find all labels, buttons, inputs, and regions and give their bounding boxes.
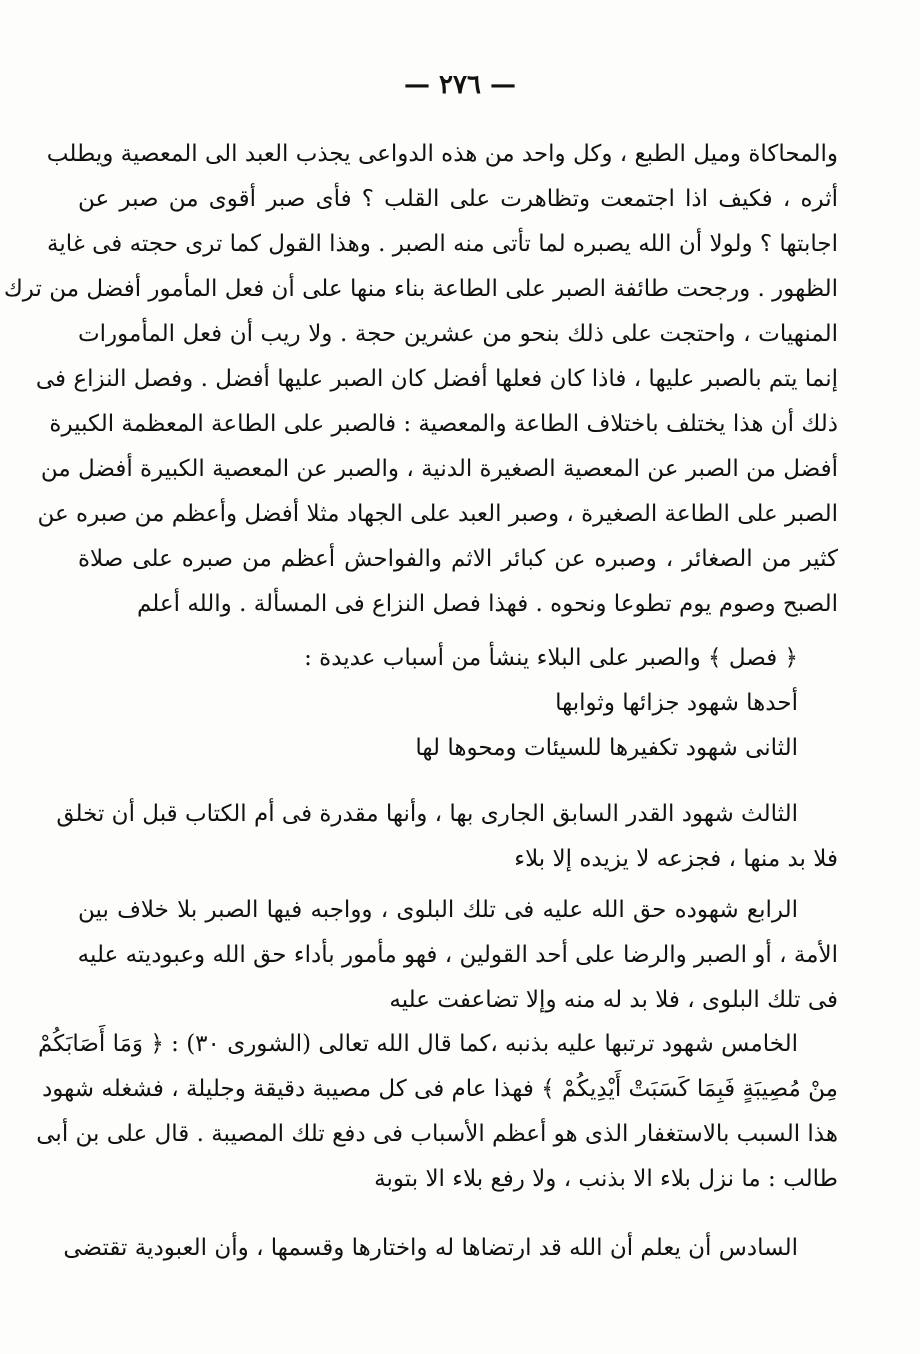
- text-line: هذا السبب بالاستغفار الذى هو أعظم الأسباب فى دفع تلك المصيبة . قال على بن أبى: [36, 1121, 838, 1147]
- text-line: أثره ، فكيف اذا اجتمعت وتظاهرت على القلب ؟ فأى صبر أقوى من صبر عن: [78, 186, 838, 212]
- list-item-first: أحدها شهود جزائها وثوابها: [555, 690, 798, 716]
- text-line: الصبح وصوم يوم تطوعا ونحوه . فهذا فصل النزاع فى المسألة . والله أعلم: [136, 591, 838, 617]
- section-causes-of-patience: [78, 636, 838, 771]
- text-line: إنما يتم بالصبر عليها ، فاذا كان فعلها أفضل كان الصبر عليها أفضل . وفصل النزاع فى: [35, 366, 838, 392]
- text-line: والمحاكاة وميل الطبع ، وكل واحد من هذه الدواعى يجذب العبد الى المعصية ويطلب: [46, 141, 838, 167]
- list-item-sixth: [63, 1226, 838, 1271]
- text-line: المنهيات ، واحتجت على ذلك بنحو من عشرين حجة . ولا ريب أن فعل المأمورات: [78, 321, 838, 347]
- text-line: فى تلك البلوى ، فلا بد له منه وإلا تضاعفت عليه: [389, 987, 838, 1013]
- text-line: كثير من الصغائر ، وصبره عن كبائر الاثم والفواحش أعظم من صبره على صلاة: [78, 546, 838, 572]
- list-item-fourth: [78, 888, 838, 1023]
- text-line: الثالث شهود القدر السابق الجارى بها ، وأنها مقدرة فى أم الكتاب قبل أن تخلق: [56, 801, 798, 827]
- text-line: السادس أن يعلم أن الله قد ارتضاها له واختارها وقسمها ، وأن العبودية تقتضى: [63, 1235, 798, 1261]
- text-line: طالب : ما نزل بلاء الا بذنب ، ولا رفع بلاء الا بتوبة: [374, 1166, 838, 1192]
- text-line: أفضل من الصبر عن المعصية الصغيرة الدنية ، والصبر عن المعصية الكبيرة أفضل من: [40, 456, 838, 482]
- list-item-second: الثانى شهود تكفيرها للسيئات ومحوها لها: [415, 735, 798, 761]
- list-item-third: [56, 792, 838, 882]
- text-line: ذلك أن هذا يختلف باختلاف الطاعة والمعصية : فالصبر على الطاعة المعظمة الكبيرة: [49, 411, 838, 437]
- text-line: فلا بد منها ، فجزعه لا يزيده إلا بلاء: [514, 846, 838, 872]
- section-heading: ﴿ فصل ﴾ والصبر على البلاء ينشأ من أسباب عديدة :: [304, 645, 798, 671]
- quran-verse-line: مِنْ مُصِيبَةٍ فَبِمَا كَسَبَتْ أَيْدِيكُمْ ﴾ فهذا عام فى كل مصيبة دقيقة وجليلة ، فشغله شهود: [42, 1076, 838, 1102]
- text-line: الصبر على الطاعة الصغيرة ، وصبر العبد على الجهاد مثلا أفضل وأعظم من صبره عن: [37, 501, 838, 527]
- text-line: الرابع شهوده حق الله عليه فى تلك البلوى ، وواجبه فيها الصبر بلا خلاف بين: [78, 897, 798, 923]
- text-line: الظهور . ورجحت طائفة الصبر على الطاعة بناء منها على أن فعل المأمور أفضل من ترك: [3, 276, 838, 302]
- paragraph-patience-comparison: [3, 132, 838, 627]
- text-line: الخامس شهود ترتبها عليه بذنبه ،كما قال الله تعالى (الشورى ٣٠) : ﴿ وَمَا أَصَابَكُمْ: [37, 1031, 798, 1057]
- text-line: اجابتها ؟ ولولا أن الله يصبره لما تأتى منه الصبر . وهذا القول كما ترى حجته فى غاية: [47, 231, 838, 257]
- page-number: — ٢٧٦ —: [403, 70, 517, 100]
- list-item-fifth: [36, 1022, 838, 1202]
- text-line: الأمة ، أو الصبر والرضا على أحد القولين ، فهو مأمور بأداء حق الله وعبوديته عليه: [77, 942, 838, 968]
